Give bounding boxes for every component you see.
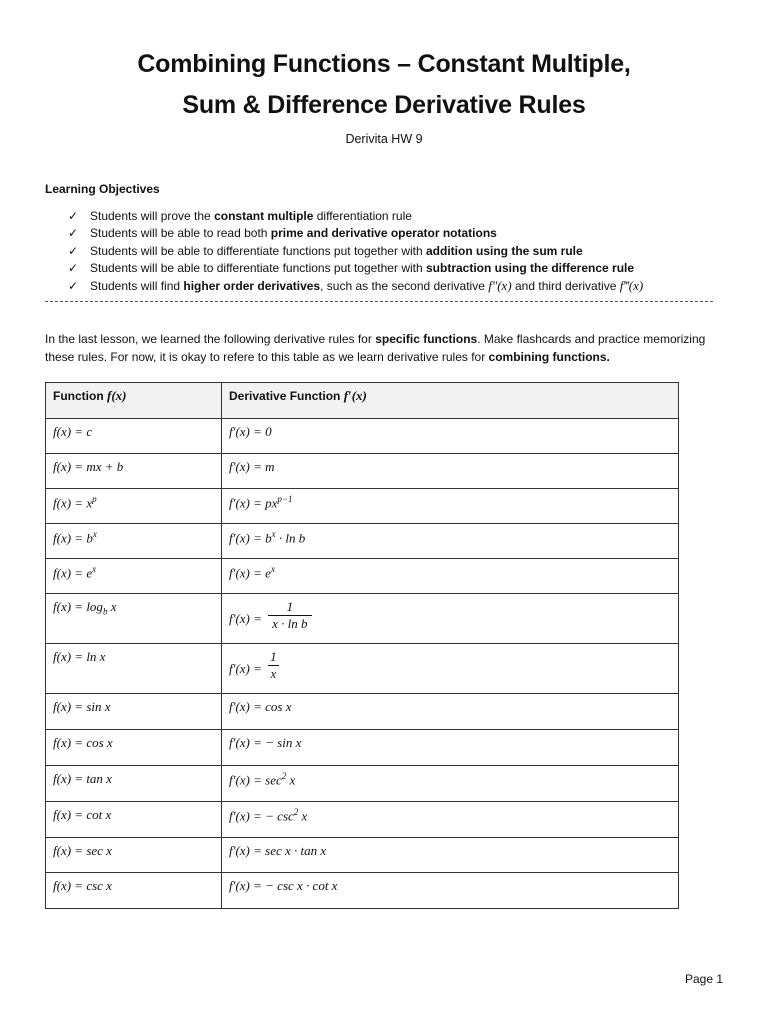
intro-text: . Make flashcards and practice memorizing these rules. For now, it is okay to refere to this table as we learn derivative rules for: [45, 332, 706, 364]
table-row: [46, 559, 679, 594]
objective-text: Students will find: [90, 279, 184, 294]
derivative-cell: f′(x) = − $\csc^2 x$: [222, 802, 679, 838]
page-subtitle: Derivita HW 9: [345, 132, 423, 146]
check-icon: ✓: [68, 243, 79, 258]
objective-text: differentiation rule: [313, 209, 412, 223]
function-cell: f(x) = ln x: [46, 644, 222, 694]
third-derivative-notation: f‴(x): [619, 278, 644, 294]
function-cell: $f(x) = \log_b x$: [46, 594, 222, 644]
intro-text: In the last lesson, we learned the following derivative rules for: [45, 332, 376, 346]
function-cell: f(x) = sec x: [46, 838, 222, 873]
table-row: [46, 802, 679, 838]
function-cell: f(x) = mx + b: [46, 454, 222, 489]
table-row: [46, 766, 679, 802]
second-derivative-notation: f″(x): [488, 278, 512, 294]
table-row: [46, 489, 679, 524]
table-row: [46, 730, 679, 766]
table-row: [46, 594, 679, 644]
table-row: [46, 524, 679, 559]
function-column-header: Function f(x): [46, 383, 222, 419]
objective-bold-text: subtraction using the difference rule: [426, 260, 635, 275]
derivative-cell: f′(x) = − sin x: [222, 730, 679, 766]
function-cell: f(x) = tan x: [46, 766, 222, 802]
table-row: [46, 419, 679, 454]
page-title-line-1: Combining Functions – Constant Multiple,: [137, 50, 631, 78]
derivative-cell: f′(x) = $\frac{1}{\text{x · ln b}}$: [222, 594, 679, 644]
function-cell: f(x) = cos x: [46, 730, 222, 766]
table-row: [46, 694, 679, 730]
derivative-cell: f′(x) = $\frac{1}{x}$: [222, 644, 679, 694]
derivative-cell: $f'(x) = px^{p-1}$: [222, 489, 679, 524]
objective-item: [68, 277, 643, 294]
objective-item: [68, 225, 643, 242]
function-cell: f(x) = cot x: [46, 802, 222, 838]
function-cell: $f(x) = b^x$: [46, 524, 222, 559]
objective-item: [68, 260, 643, 277]
objective-bold-text: constant multiple: [214, 209, 314, 223]
page-title-line-2: Sum & Difference Derivative Rules: [182, 91, 586, 119]
objective-text: and third derivative: [511, 279, 620, 294]
learning-objectives-list: [68, 208, 643, 294]
check-icon: ✓: [68, 209, 79, 223]
function-cell: f(x) = c: [46, 419, 222, 454]
derivative-cell: f′(x) = sec x · tan x: [222, 838, 679, 873]
derivative-cell: f′(x) = m: [222, 454, 679, 489]
objective-text: , such as the second derivative: [320, 279, 489, 294]
intro-paragraph: [45, 330, 725, 366]
learning-objectives-heading: Learning Objectives: [45, 182, 160, 196]
derivative-rules-table: [45, 382, 679, 909]
objective-bold-text: higher order derivatives: [183, 279, 321, 294]
function-cell: $f(x) = x^p$: [46, 489, 222, 524]
objective-bold-text: prime and derivative operator notations: [270, 226, 497, 241]
function-cell: f(x) = sin x: [46, 694, 222, 730]
derivative-cell: $f'(x) = \sec^2 x$: [222, 766, 679, 802]
objective-text: Students will prove the: [90, 209, 215, 223]
objective-item: [68, 208, 643, 225]
derivative-column-header: Derivative Function f′(x): [222, 383, 679, 419]
derivative-cell: f′(x) = cos x: [222, 694, 679, 730]
table-row: [46, 838, 679, 873]
check-icon: ✓: [68, 226, 79, 241]
check-icon: ✓: [68, 260, 79, 275]
derivative-cell: f′(x) = 0: [222, 419, 679, 454]
table-row: [46, 454, 679, 489]
check-icon: ✓: [68, 279, 79, 294]
intro-bold-text: combining functions.: [488, 350, 610, 364]
derivative-cell: $f'(x) = e^x$: [222, 559, 679, 594]
table-header-row: [46, 383, 679, 419]
objective-text: Students will be able to differentiate functions put together with: [90, 260, 426, 275]
derivative-cell: f′(x) = − csc x · cot x: [222, 873, 679, 909]
page-number: Page 1: [685, 972, 724, 986]
function-cell: $f(x) = e^x$: [46, 559, 222, 594]
objective-bold-text: addition using the sum rule: [426, 243, 583, 258]
objective-text: Students will be able to differentiate functions put together with: [90, 243, 426, 258]
derivative-cell: $f'(x) = b^x \cdot \ln b$: [222, 524, 679, 559]
function-cell: f(x) = csc x: [46, 873, 222, 909]
section-divider: [45, 301, 713, 302]
intro-bold-text: specific functions: [375, 332, 478, 346]
table-row: [46, 644, 679, 694]
objective-item: [68, 243, 643, 260]
table-row: [46, 873, 679, 909]
objective-text: Students will be able to read both: [90, 226, 271, 241]
